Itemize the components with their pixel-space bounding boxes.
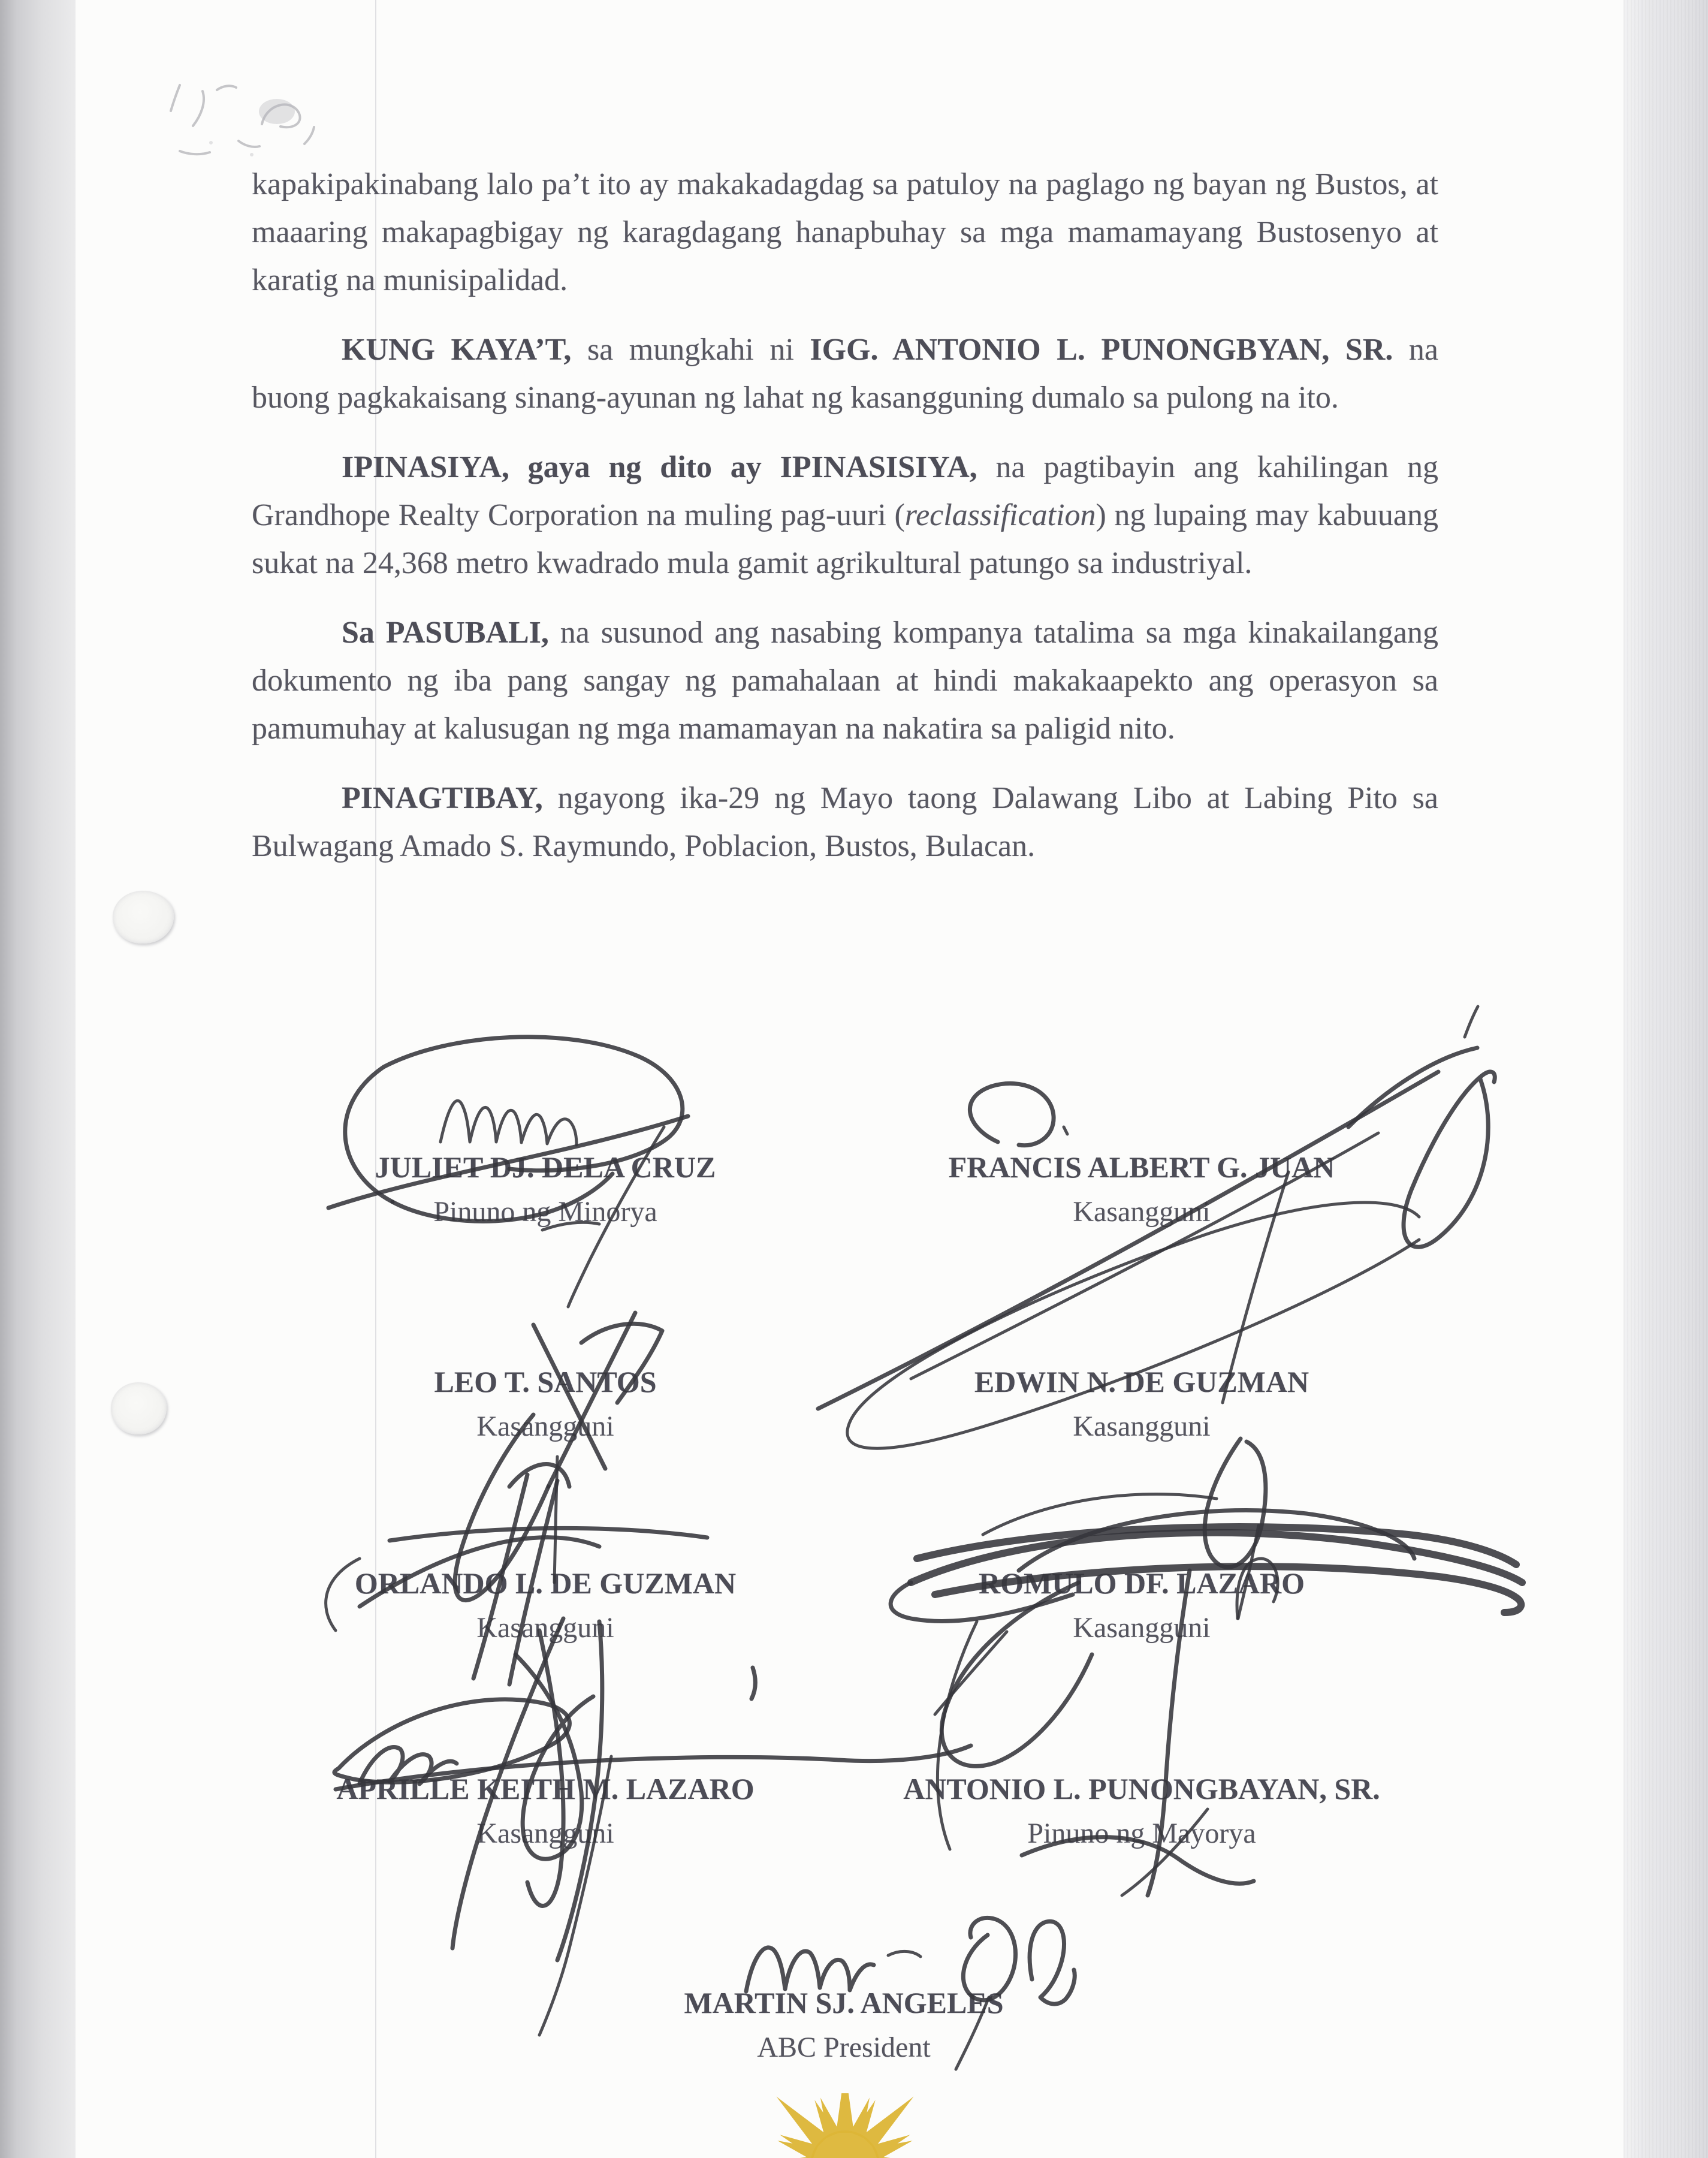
paragraph-text: na susunod ang nasabing kompanya tatalima sa mga kinakailangang dokumento ng iba pang sangay ng pamahalaan at hindi makakaapekto ang operasyon sa pamumuhay at kalusugan ng mga mamamayan na nakatira sa paligid nito. — [252, 616, 1438, 746]
paragraph-text: na pagtibayin ang kahilingan ng Grandhope Realty Corporation na muling pag-uuri ( — [252, 450, 1438, 532]
signatory-block-francis-juan — [851, 1150, 1432, 1228]
signatory-block-antonio-punongbayan — [851, 1771, 1432, 1850]
bold-phrase: PINAGTIBAY, — [342, 781, 543, 815]
bold-phrase: KUNG KAYA’T, — [342, 333, 572, 367]
paragraph-text: kapakipakinabang lalo pa’t ito ay makakadagdag sa patuloy na paglago ng bayan ng Bustos, at maaaring makapagbigay ng karagdagang hanapbuhay sa mga mamamayang Bustosenyo at karatig na munisipalidad. — [252, 167, 1438, 297]
signatory-name: ANTONIO L. PUNONGBAYAN, SR. — [903, 1772, 1380, 1806]
signatory-block-edwin-de-guzman — [851, 1364, 1432, 1443]
paragraph-5 — [252, 774, 1438, 870]
signatory-title: Kasangguni — [476, 1410, 614, 1442]
signatory-name: ORLANDO L. DE GUZMAN — [354, 1566, 737, 1600]
signatory-block-aprille-lazaro — [252, 1771, 839, 1850]
signatory-name: ROMULO DF. LAZARO — [978, 1566, 1305, 1600]
signatory-title: Pinuno ng Minorya — [433, 1196, 657, 1228]
signatory-title: ABC President — [757, 2032, 931, 2063]
hole-punch-bottom — [111, 1382, 167, 1434]
resolution-body-text — [252, 161, 1438, 892]
scan-edge-right — [1623, 0, 1708, 2158]
signatory-name: APRILLE KEITH M. LAZARO — [336, 1772, 755, 1806]
signatory-block-leo-santos — [252, 1364, 839, 1443]
signatory-title: Kasangguni — [1073, 1410, 1211, 1442]
scan-edge-left — [0, 0, 76, 2158]
signatory-block-orlando-de-guzman — [252, 1566, 839, 1644]
bold-phrase: IGG. ANTONIO L. PUNONGBYAN, SR. — [810, 333, 1393, 367]
paragraph-4 — [252, 609, 1438, 753]
bold-phrase: IPINASIYA, gaya ng dito ay IPINASISIYA, — [342, 450, 977, 484]
italic-phrase: reclassification — [904, 498, 1096, 532]
signatory-name: LEO T. SANTOS — [434, 1365, 657, 1399]
signatory-title: Pinuno ng Mayorya — [1027, 1818, 1256, 1849]
paragraph-3 — [252, 444, 1438, 587]
signatory-block-juliet-dela-cruz — [252, 1150, 839, 1228]
bold-phrase: Sa PASUBALI, — [342, 616, 549, 650]
hole-punch-top — [113, 891, 174, 944]
paragraph-text: sa mungkahi ni — [571, 333, 810, 367]
signatory-block-martin-angeles — [550, 1985, 1137, 2064]
signatory-name: FRANCIS ALBERT G. JUAN — [948, 1150, 1335, 1184]
signatory-name: MARTIN SJ. ANGELES — [684, 1986, 1004, 2020]
paragraph-text: ) ng lupaing may kabuuang sukat na 24,368 metro kwadrado mula gamit agrikultural patungo sa industriyal. — [252, 498, 1438, 580]
paragraph-1 — [252, 161, 1438, 305]
signatory-title: Kasangguni — [1073, 1196, 1211, 1228]
signatory-title: Kasangguni — [476, 1818, 614, 1849]
signatory-title: Kasangguni — [1073, 1612, 1211, 1644]
signatory-name: JULIET DJ. DELA CRUZ — [375, 1150, 716, 1184]
signatory-title: Kasangguni — [476, 1612, 614, 1644]
paragraph-2 — [252, 326, 1438, 422]
signatory-name: EDWIN N. DE GUZMAN — [974, 1365, 1309, 1399]
signatory-block-romulo-lazaro — [851, 1566, 1432, 1644]
paragraph-text: ngayong ika-29 ng Mayo taong Dalawang Libo at Labing Pito sa Bulwagang Amado S. Raymundo, Poblacion, Bustos, Bulacan. — [252, 781, 1438, 863]
paragraph-text: na buong pagkakaisang sinang-ayunan ng lahat ng kasangguning dumalo sa pulong na ito. — [252, 333, 1438, 415]
